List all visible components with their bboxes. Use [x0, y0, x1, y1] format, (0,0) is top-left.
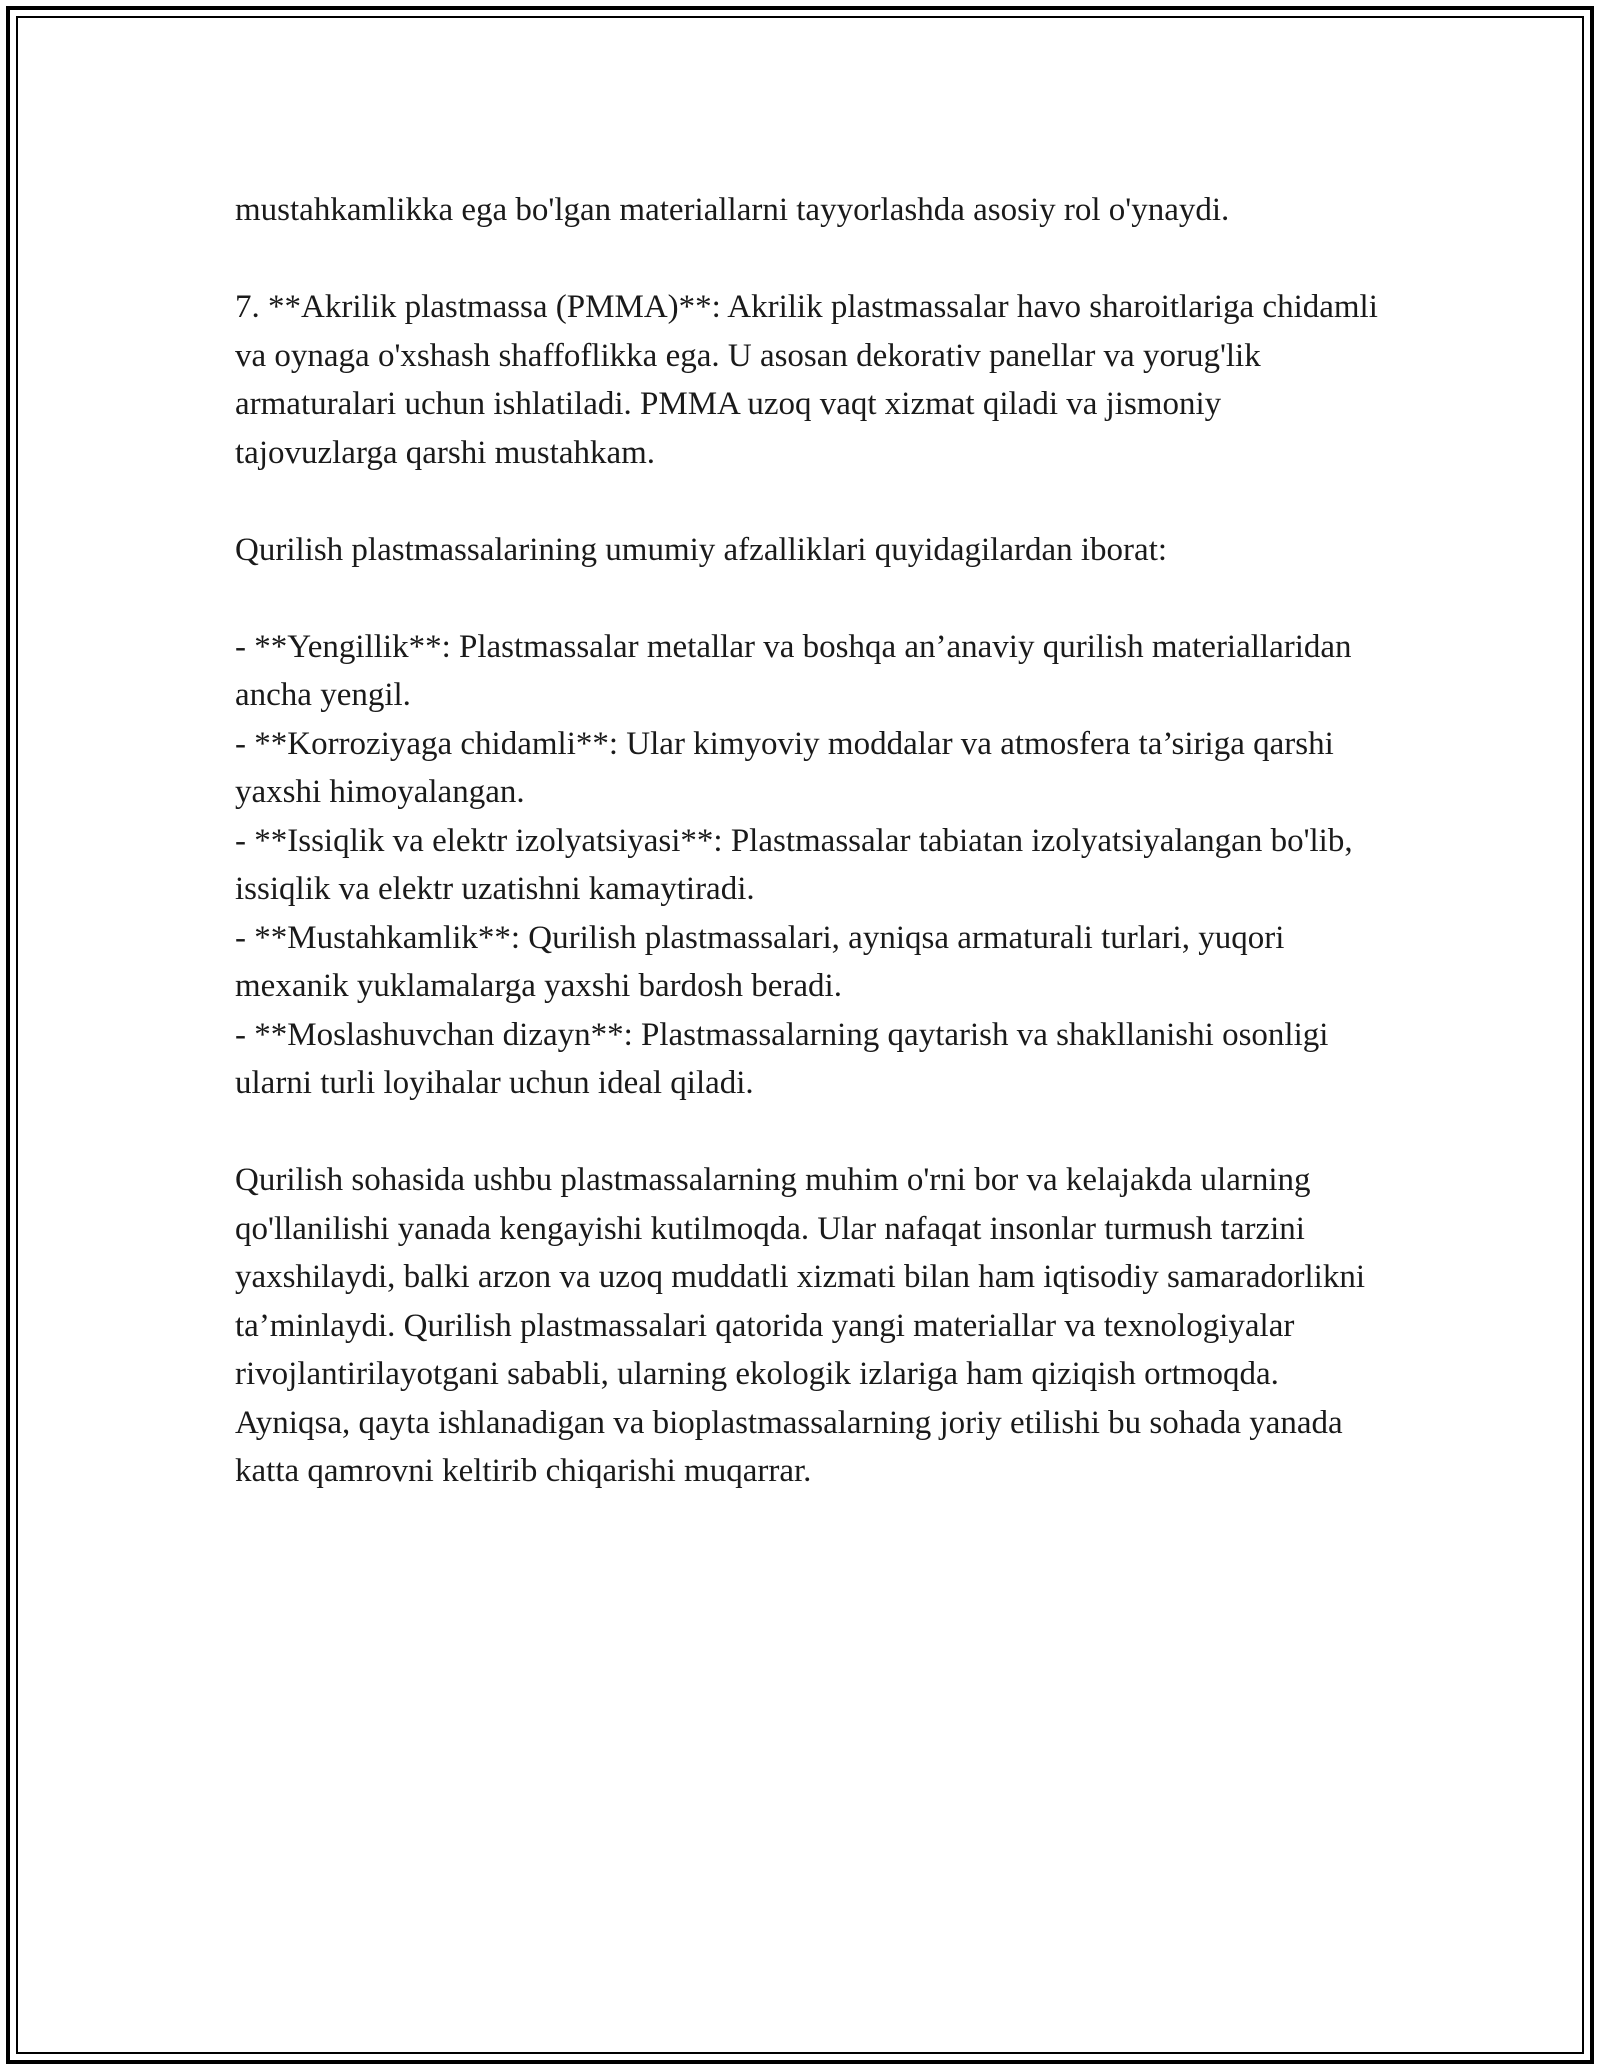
- advantage-item-lightness: - **Yengillik**: Plastmassalar metallar va boshqa an’anaviy qurilish materiallaridan ancha yengil.: [235, 628, 1352, 713]
- advantage-item-corrosion: - **Korroziyaga chidamli**: Ular kimyoviy moddalar va atmosfera ta’siriga qarshi yaxshi himoyalangan.: [235, 725, 1334, 810]
- advantage-item-design: - **Moslashuvchan dizayn**: Plastmassalarning qaytarish va shakllanishi osonligi ularni turli loyihalar uchun ideal qiladi.: [235, 1016, 1329, 1101]
- intro-continuation-paragraph: mustahkamlikka ega bo'lgan materiallarni tayyorlashda asosiy rol o'ynaydi.: [235, 192, 1230, 228]
- paragraph-gap: [235, 235, 1385, 284]
- advantage-item-insulation: - **Issiqlik va elektr izolyatsiyasi**: Plastmassalar tabiatan izolyatsiyalangan bo'lib, issiqlik va elektr uzatishni kamaytiradi.: [235, 822, 1353, 907]
- document-body: [235, 186, 1385, 1496]
- paragraph-gap: [235, 574, 1385, 623]
- paragraph-gap: [235, 1108, 1385, 1157]
- advantage-item-strength: - **Mustahkamlik**: Qurilish plastmassalari, ayniqsa armaturali turlari, yuqori mexanik yuklamalarga yaxshi bardosh beradi.: [235, 919, 1285, 1004]
- advantages-heading: Qurilish plastmassalarining umumiy afzalliklari quyidagilardan iborat:: [235, 531, 1168, 568]
- conclusion-paragraph: Qurilish sohasida ushbu plastmassalarning muhim o'rni bor va kelajakda ularning qo'llanilishi yanada kengayishi kutilmoqda. Ular nafaqat insonlar turmush tarzini yaxshilaydi, balki arzon va uzoq muddatli xizmati bilan ham iqtisodiy samaradorlikni ta’minlaydi. Qurilish plastmassalari qatorida yangi materiallar va texnologiyalar rivojlantirilayotgani sababli, ularning ekologik izlariga ham qiziqish ortmoqda. Ayniqsa, qayta ishlanadigan va bioplastmassalarning joriy etilishi bu sohada yanada katta qamrovni keltirib chiqarishi muqarrar.: [235, 1162, 1365, 1489]
- item-7-paragraph: 7. **Akrilik plastmassa (PMMA)**: Akrilik plastmassalar havo sharoitlariga chidamli va oynaga o'xshash shaffoflikka ega. U asosan dekorativ panellar va yorug'lik armaturalari uchun ishlatiladi. PMMA uzoq vaqt xizmat qiladi va jismoniy tajovuzlarga qarshi mustahkam.: [235, 289, 1378, 471]
- paragraph-gap: [235, 477, 1385, 526]
